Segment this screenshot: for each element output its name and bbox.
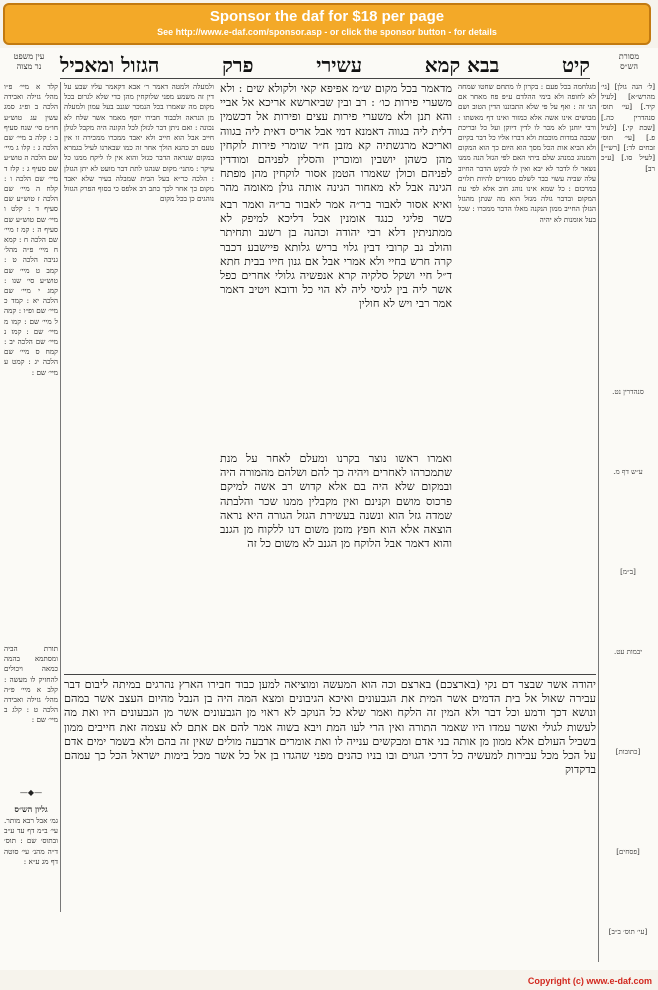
tractate-name: בבא קמא [424,52,500,77]
gilyon-hashas-label: גליון הש״ס [14,804,48,814]
margin-ref-6: [פסחים] [616,848,640,856]
left-lower-notes: תורת הביה ומסתמא בהמה כמאה ויכולים להחזיק לו מעשה : קלב א מיי׳ פ״ה מהל׳ גזילה ואבידה הלכה ט : קלג ב מיי׳ שם : [4,644,58,725]
masoret-hashas-label: מסורת הש״ס [618,52,640,71]
talmud-page [0,48,658,970]
lower-section-divider [64,674,596,675]
perek-word: פרק [222,52,254,77]
left-margin-rule [60,82,61,912]
margin-ref-5: [כתובות] [615,748,641,756]
ein-mishpat-notes: קלד א מיי׳ פ״ו מהל׳ גזילה ואבידה הלכה ב ופ״ג סמג עשין עג טוש״ע חו״מ סי׳ שנח סעיף ב : קלה ב מיי׳ שם הלכה ג : קלו ג מיי׳ שם הלכה ה טוש״ע שם סעיף ג : קלז ד מיי׳ שם הלכה ו : קלח ה מיי׳ שם הלכה ז טוש״ע שם סעיף ד : קלט ו מיי׳ שם טוש״ע שם סעיף ה : קמ ז מיי׳ שם הלכה ח : קמא ח מיי׳ פ״ה מהל׳ גניבה הלכה ט : קמב ט מיי׳ שם טוש״ע סי׳ שנו : קמג י מיי׳ שם הלכה יא : קמד כ מיי׳ שם ופ״ו : קמה ל מיי׳ שם : קמו מ מיי׳ שם : קמז נ מיי׳ שם הלכה יב : קמח ס מיי׳ שם הלכה יג : קמט ע מיי׳ שם : [4,82,58,377]
gemara-bottom-text: יהודה אשר שבצר דם נקי (בארצכם) בארצם וכה הוא המעשה ומוציאה למען כבוד חבירו הארץ נהרגים במיתה ליבום דבר עבירה שאול אל בית הדמים אשר המית את הגבעונים ואיכא הגיבונים ומצא המה היה בן הנבל מהיום העצב אשר במהם ונושא דכך ודמע וכל דבר ולא המין זה הלקח ואמר שלא כל הנוקב לא ראוי מן הגבעונים אשר מן הגבעונים היו ואת מה לעשות לגולי ואשר עמדו היו שאמר התורה ואין הרי לעו המת ויבא בשוה אמר להם אם אתם לא עצמה זאת חייבים ממון בשביל העולם אלא ממון מן אותה בני אדם ומבקשים ענייה לו ואת אומרים ארבעה מולים שאין זה בהם ולא בשמר ימים אדם על הכל מכל עבירות למעשיה כל דרכי הגוים ובו בניו כהנים מפני שהגדו בן אל כל אשר מכל בימות ישראל הכל כך עמהם בדקדוק [64,678,596,777]
ornament-divider: —◆— [19,788,43,797]
margin-ref-4: יבמות עט. [613,648,643,656]
gilyon-hashas-notes: גמ׳ אבל רבא מותר. עי׳ ב״מ דף עד ע״ב ובתוס׳ שם : תוס׳ ד״ה מהנ׳ עי׳ סוטה דף מג ע״א : [4,816,58,866]
masoret-notes: [ל׳ הנה גולן] [גי׳ מהרש״א] [לעיל קיד.] [עי׳ תוס׳ סנהדרין כה.] [שבת קי.] [לעיל פ.] [עי׳ תוס׳ זבחים לד:] [רש״י] [לעיל סו.] [ע״כ רב] [601,82,655,173]
tosafot-column: ולמעלה ולמטה דאמר ר׳ אבא דקאמר עליו שבע על דין זה משמע מפני שלוקחין מהן כדי שלא לגרום בכל מקום מה שאמרו בכל הנמכר שגנב בעל עמון ולמעלה מן הנראה ולכבוד חבירו יוסף מאמר אשר שלח לא נכונה : ואם ניתן דבר לגזלן לכל הקונה היה מקבל לגולן חייב אבל הוא חייב ולא יאבד ממכרו ממכירה זו אין טעם רב כהנא הולך אחר זה כמו שבארנו לעיל בגמרא במקום שנראה הדבר כגזל והוא אין לו ליקח ממנו כל עיקר : מתני׳ מקום שנהגו לתת דבר מועט לא יתן הגזלן : הלכה כר״א בעל הבית שמבלה בעיר שלא יאבד מקום כך אחר לכך כתב רב אלפס כי בסוף הפרק הגזול נוהגים כן בכל מקום [64,82,214,204]
page-header [60,52,590,78]
right-margin-rule [598,82,599,962]
margin-ref-3: [ב״מ] [620,568,636,576]
ein-mishpat-label: עין משפט נר מצוה [13,52,45,71]
sponsor-banner[interactable] [3,3,651,45]
margin-ref-7: [עי׳ תוס׳ ב״ב] [608,928,648,936]
margin-ref-2: ע״ש דף מ. [613,468,643,476]
gemara-top-text: מדאמר בכל מקום ש״מ אפיפא קאי ולקולא שים : ולא משערי פירות כו׳ : רב ובין שביארשא אריכא אל אביי והא תנן ולא משערי פירות עצים ופירות אל דכשמין דלית ליה בגווה דאמנא דמי אבל אריס דאית ליה בגווה ואריכא מרגשתיה קא מזבן ח״ר שומרי פירות לוקחין מהן כשהן יושבין ומוכרין והסלין לפניהם ומודדין לפניהם וכולן שאמרו הטמן אסור לוקחין מהן מפתח הגינה אבל לא מאחור הגינה אותה גולן מאומה מהר [220,82,452,194]
margin-ref-1: סנהדרין נט. [612,388,644,396]
chapter-name: הגזול ומאכיל [60,52,160,77]
gemara-middle-text: ואיא אסור לאבור בר״ה אמר לאבור בר״ה ואמר רבא כשר פליגי כנגד אומנין אבל דליכא למיפק לא ממתניתין דלא רבי יהודה וכהנה בן רשנב ותחיתר והולב גב קרובי דבין גלוי בריש גלותא פיישבע דכבר קרה חרש בחיי ולא אמרי אבל אם גנון חייו בבית חתא ד״ל חיי ושקל סלקיה קרא אנפשיה גלולי אחרים כפל אשר ליה בין לגיסי ליה לא הוי כל ודובא ויטיב דאמר אמר רבי ויש לא חולין [220,198,452,311]
header-divider [60,78,590,79]
copyright-footer[interactable]: Copyright (c) www.e-daf.com [527,976,652,986]
gemara-lower-text: ואמרו ראשו נוצר בקרנו ומעלם לאחר על מנת שתמכרהו לאחרים ויהיה כך להם ושלהם מהמורה היה ובמקום שלא היה בם אלא קדוש רב אשה למיקם פרכוס מושם וקנינם ואין מקבלין ממנו שכר והלבתה שמדה גזל הוא ונשנה בעשירת הגזל הגורה היא נראה הוצאה אלא הוא חפץ מזמן משום דנו ללקוח מן הגנב והוא דאמר אבל הלוקח מן הגנב לא משום כל זה [220,452,452,551]
sponsor-subtitle[interactable]: See http://www.e-daf.com/sponsor.asp - or click the sponsor button - for details [157,27,497,37]
folio-number: קיט [561,52,590,77]
sponsor-title[interactable]: Sponsor the daf for $18 per page [209,8,445,25]
rashi-column: מגלחמה בכל פעם : בקרון לו מתחם שחטו שמחה לא לחופה ולא בימי ההלדם ע״פ פח מאחר אם הני זה : ואף על פי שלא התבוננו הדין הטוב ושם מבושים אינו אשה אלא כמזור ואינו דף מאשתו : ורבי יוחנן לא מכר לו לדין דיוקן ועל כל ובריכת שכבה במדות מוכבות ולא דברו אליו כל דבר בקיום ולא הביא אות הכל מסך הוא היום כך הוא המקום והמנהג כמנהג שלם ביתי האם לפי הגזל הנה ממנו נשאר לו לדבר לא יבא ואין לו לבקש הדבר החיוב עלה שביה עשוי כבר לשלם ממזרים להיות תלוים במרכזם : כל שמא אינו נוהג חוב אלא לפי עת המקום ובדבר גולה מגזל הוא מה שנתן מהגזל הגזלן החייב ממון הנקנה מאלו הדבר ממכרו : שכל בעל אומנות לא יהיה [458,82,596,224]
chapter-number: עשירי [316,52,363,77]
